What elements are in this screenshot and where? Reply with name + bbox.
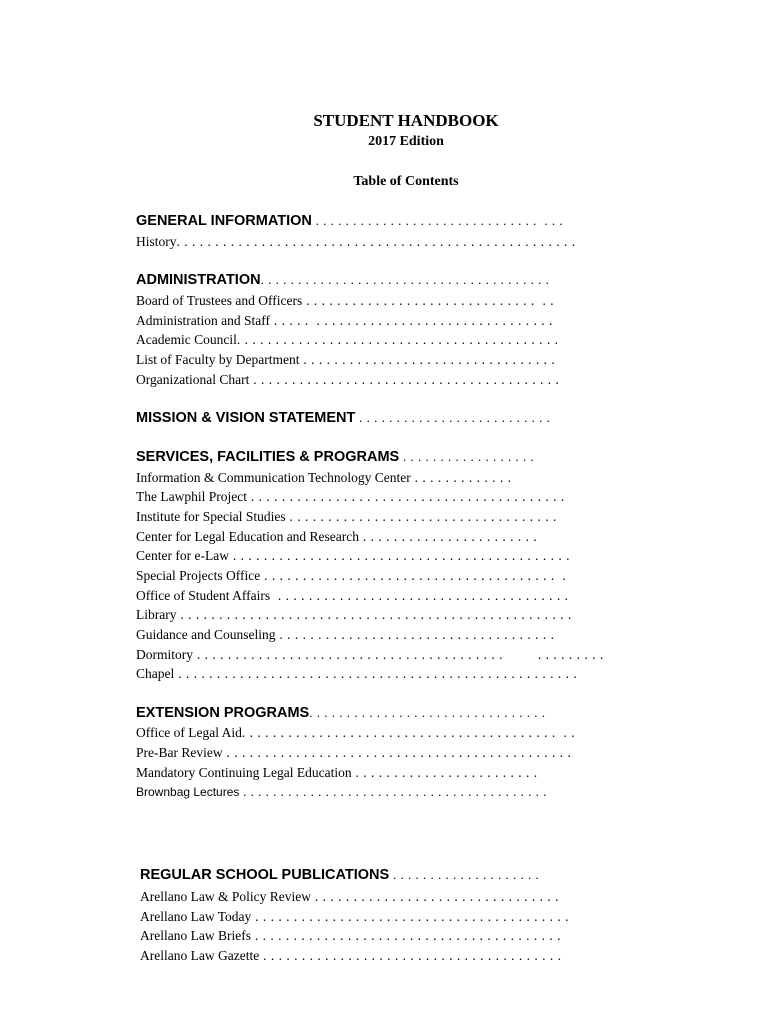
toc-entry	[136, 331, 558, 349]
leader-dots: . . . . . . . . . . . . . . . . . . . . . . . . . . . . . . . . . . . . . . .	[260, 568, 567, 583]
entry-label: List of Faculty by Department	[136, 352, 300, 367]
leader-dots: . . . . . . . . . . . . . . . . . . . . . . . .	[351, 765, 538, 780]
toc-entry	[136, 724, 575, 742]
heading-label: SERVICES, FACILITIES & PROGRAMS	[136, 449, 400, 465]
document-edition: 2017 Edition	[368, 134, 444, 149]
entry-label: Mandatory Continuing Legal Education	[136, 765, 352, 780]
leader-dots: . . . . . . . . . . . . . . . . . . . . . . . . . . . . . . . . . . . . . . . . .	[251, 909, 570, 924]
toc-entry	[136, 587, 568, 605]
toc-heading-mission	[136, 409, 550, 427]
entry-label: Administration and Staff	[136, 313, 270, 328]
toc-heading-publications	[140, 866, 539, 884]
leader-dots: . . . . . . . . . . . . . . . . . . . . . . . . . . . . . . . . . . . . . . . . . . . .	[228, 548, 570, 563]
toc-entry	[136, 567, 566, 585]
entry-label: Arellano Law Briefs	[140, 928, 251, 943]
heading-label: GENERAL INFORMATION	[136, 213, 312, 229]
toc-heading-services	[136, 448, 534, 466]
toc-entry	[136, 233, 576, 251]
leader-dots: . . . . . . . . . . . . . . . . . . . . . . . . . . . . . . . . . . . . . . . . . . . . . . . . . . . .	[174, 666, 578, 681]
leader-dots: . . . . . . . . . . . . . . . . . . . . . . . . . .	[355, 410, 551, 425]
leader-dots: . . . . . . . . . . . . . . . . . . . . . . . . . . . . . . . . .	[299, 352, 556, 367]
entry-label: The Lawphil Project	[136, 489, 247, 504]
leader-dots: . . . . . . . . . . . . . . . . . . . . . . . . . . . . . . . . . . . . . . . . . . . . . . . . . . .	[176, 607, 572, 622]
leader-dots: . . . . . . . . . . . . .	[410, 470, 512, 485]
entry-label: Brownbag Lectures	[136, 785, 240, 799]
toc-entry	[136, 292, 554, 310]
entry-label: Arellano Law Gazette	[140, 948, 260, 963]
leader-dots: . . . . . . . . . . . . . . . . . . . . . . . . . . . . . . . . . . . . . . . . . . . . . . . . . . . .	[176, 234, 576, 249]
toc-entry	[136, 528, 537, 546]
entry-label: Office of Legal Aid	[136, 725, 242, 740]
toc-heading-general	[136, 212, 563, 230]
entry-label: Center for Legal Education and Research	[136, 529, 360, 544]
toc-entry	[136, 665, 577, 683]
leader-dots: . . . . . . . . . . . . . . . . . . . .	[389, 867, 540, 882]
toc-entry	[140, 927, 561, 945]
toc-entry	[136, 312, 553, 330]
leader-dots: . . . . . . . . . . . . . . . . . . . . . . . . . . . . . . . .	[309, 705, 546, 720]
entry-label: Office of Student Affairs	[136, 588, 271, 603]
toc-heading-extension	[136, 704, 545, 722]
toc-entry	[136, 469, 512, 487]
toc-entry	[136, 547, 570, 565]
toc-heading-administration	[136, 271, 549, 289]
entry-label: Dormitory	[136, 647, 193, 662]
toc-title: Table of Contents	[353, 174, 459, 189]
toc-entry	[136, 606, 572, 624]
leader-dots: . . . . . . . . . . . . . . . . . . . . . . . . . . . . . . . . . . . . . . . . .	[246, 489, 565, 504]
leader-dots: . . . . . . . . . . . . . . . . . . . . . . . . . . . . . . . . . . . . . . . .	[250, 928, 561, 943]
heading-label: MISSION & VISION STATEMENT	[136, 410, 356, 426]
leader-dots: . . . . . . . . . . . . . . . . . . . . . . . . . . . . . . . . . . . .	[270, 313, 553, 328]
leader-dots: . . . . . . . . . . . . . . . . . .	[399, 449, 535, 464]
toc-entry	[136, 646, 604, 664]
entry-label: Arellano Law & Policy Review	[140, 889, 311, 904]
toc-entry	[136, 764, 538, 782]
toc-entry	[140, 888, 559, 906]
toc-entry	[140, 908, 569, 926]
entry-label: Special Projects Office	[136, 568, 261, 583]
entry-label: Pre-Bar Review	[136, 745, 223, 760]
toc-entry	[136, 371, 559, 389]
leader-dots: . . . . . . . . . . . . . . . . . . . . . . . . . . . . . . . . . . . .	[275, 627, 555, 642]
toc-entry	[136, 488, 565, 506]
leader-dots: . . . . . . . . . . . . . . . . . . . . . . . . . . . . . . . . . . .	[285, 509, 557, 524]
entry-label: Center for e-Law	[136, 548, 229, 563]
entry-label: Library	[136, 607, 177, 622]
leader-dots: . . . . . . . . . . . . . . . . . . . . . . . . . . . . . . . .	[310, 889, 559, 904]
entry-label: Board of Trustees and Officers	[136, 293, 303, 308]
leader-dots: . . . . . . . . . . . . . . . . . . . . . . . . . . . . . . . . . . . . . . . . .	[239, 784, 547, 799]
toc-entry	[136, 508, 557, 526]
entry-label: History	[136, 234, 177, 249]
toc-entry	[136, 626, 554, 644]
leader-dots: . . . . . . . . . . . . . . . . . . . . . . . . . . . . . . . . . . . . . . .	[259, 948, 562, 963]
toc-entry	[136, 783, 547, 801]
leader-dots: . . . . . . . . . . . . . . . . . . . . . . . . . . . . . . . . . . . . . . . . . . . . .	[222, 745, 572, 760]
toc-entry	[140, 947, 561, 965]
entry-label: Institute for Special Studies	[136, 509, 286, 524]
entry-label: Information & Communication Technology Center	[136, 470, 411, 485]
leader-dots: . . . . . . . . . . . . . . . . . . . . . . . . . . . . . . . . . . . . . . . . . . . . . . . . .	[193, 647, 604, 662]
leader-dots: . . . . . . . . . . . . . . . . . . . . . . . . . . . . . . . . . . . . . . . . . . .	[241, 725, 576, 740]
leader-dots: . . . . . . . . . . . . . . . . . . . . . . . . . . . . . . . . .	[311, 213, 564, 228]
entry-label: Guidance and Counseling	[136, 627, 276, 642]
document-title: STUDENT HANDBOOK	[313, 111, 499, 130]
leader-dots: . . . . . . . . . . . . . . . . . . . . . . . . . . . . . . . . . . . . . .	[270, 588, 569, 603]
toc-entry	[136, 351, 555, 369]
leader-dots: . . . . . . . . . . . . . . . . . . . . . . . . . . . . . . . . . . . . . . .	[260, 272, 550, 287]
leader-dots: . . . . . . . . . . . . . . . . . . . . . . .	[359, 529, 538, 544]
entry-label: Arellano Law Today	[140, 909, 252, 924]
leader-dots: . . . . . . . . . . . . . . . . . . . . . . . . . . . . . . . . . . . . . . . .	[249, 372, 560, 387]
heading-label: ADMINISTRATION	[136, 272, 261, 288]
toc-entry	[136, 744, 571, 762]
entry-label: Academic Council	[136, 332, 237, 347]
leader-dots: . . . . . . . . . . . . . . . . . . . . . . . . . . . . . . . . . . . . . . . . . .	[236, 332, 559, 347]
entry-label: Chapel	[136, 666, 175, 681]
entry-label: Organizational Chart	[136, 372, 250, 387]
heading-label: EXTENSION PROGRAMS	[136, 705, 310, 721]
leader-dots: . . . . . . . . . . . . . . . . . . . . . . . . . . . . . . . .	[302, 293, 555, 308]
heading-label: REGULAR SCHOOL PUBLICATIONS	[140, 867, 390, 883]
